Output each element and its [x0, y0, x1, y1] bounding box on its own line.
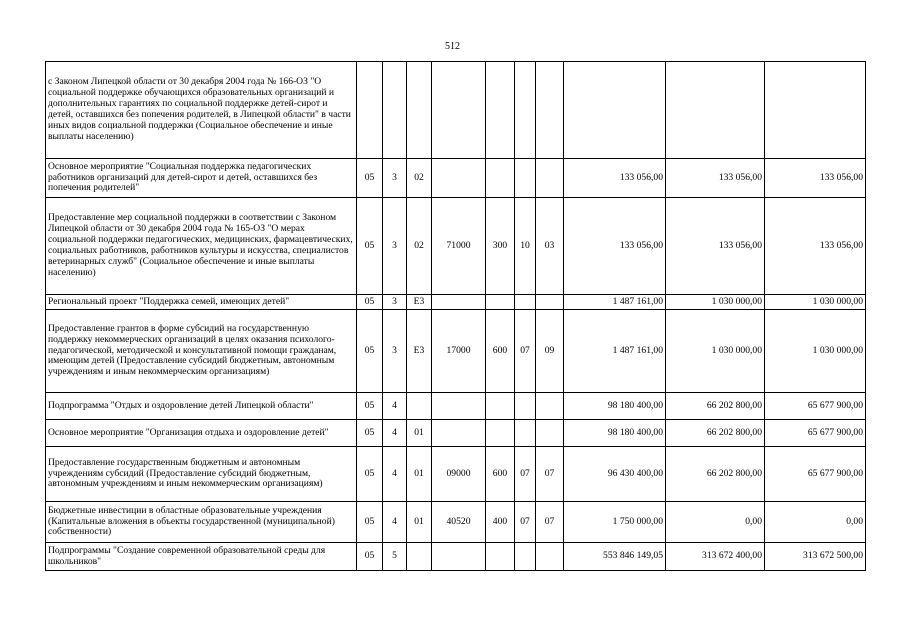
table-row — [46, 310, 866, 393]
amount-year-2: 1 030 000,00 — [666, 310, 765, 393]
code-section-main — [515, 62, 536, 159]
row-name: Основное мероприятие "Социальная поддержка педагогических работников организаций для детей-сирот и детей, оставшихся без попечения родителей" — [46, 159, 357, 198]
code-section: 05 — [357, 447, 383, 502]
table-row — [46, 447, 866, 502]
code-subprogram — [383, 62, 407, 159]
code-section-main — [515, 159, 536, 198]
code-section: 05 — [357, 543, 383, 571]
code-section-main — [515, 393, 536, 420]
table-row — [46, 62, 866, 159]
code-subprogram: 4 — [383, 393, 407, 420]
code-expense-type — [486, 62, 515, 159]
code-section-main: 07 — [515, 310, 536, 393]
code-section: 05 — [357, 198, 383, 295]
amount-year-2: 133 056,00 — [666, 198, 765, 295]
code-section-main: 10 — [515, 198, 536, 295]
row-name: Предоставление мер социальной поддержки в соответствии с Законом Липецкой области от 30 декабря 2004 года № 165-ОЗ "О мерах социальной поддержки педагогических, медицинских, фармацевтических, социальных работников, работников культуры и искусства, специалистов ветеринарных служб" (Социальное обеспечение и иные выплаты населению) — [46, 198, 357, 295]
amount-year-1: 553 846 149,05 — [564, 543, 666, 571]
amount-year-3: 1 030 000,00 — [765, 310, 866, 393]
amount-year-1: 96 430 400,00 — [564, 447, 666, 502]
code-section: 05 — [357, 310, 383, 393]
code-subsection — [536, 295, 564, 310]
code-section-main — [515, 420, 536, 447]
code-section: 05 — [357, 502, 383, 543]
amount-year-2: 66 202 800,00 — [666, 393, 765, 420]
code-direction: 71000 — [432, 198, 486, 295]
code-expense-type — [486, 295, 515, 310]
code-event: 01 — [407, 502, 432, 543]
code-subsection — [536, 420, 564, 447]
row-name: Основное мероприятие "Организация отдыха и оздоровление детей" — [46, 420, 357, 447]
row-name: Подпрограмма "Отдых и оздоровление детей Липецкой области" — [46, 393, 357, 420]
table-row — [46, 393, 866, 420]
code-event — [407, 62, 432, 159]
row-name: Предоставление грантов в форме субсидий на государственную поддержку некоммерческих организаций в целях оказания психолого-педагогической, методической и консультативной помощи гражданам, имеющим детей (Предоставление субсидий бюджетным, автономным учреждениям и иным некоммерческим организациям) — [46, 310, 357, 393]
amount-year-3: 1 030 000,00 — [765, 295, 866, 310]
row-name: Подпрограммы "Создание современной образовательной среды для школьников" — [46, 543, 357, 571]
amount-year-2: 313 672 400,00 — [666, 543, 765, 571]
code-section-main: 07 — [515, 447, 536, 502]
code-direction — [432, 62, 486, 159]
table-row — [46, 295, 866, 310]
code-direction — [432, 420, 486, 447]
code-event: 02 — [407, 159, 432, 198]
code-event — [407, 393, 432, 420]
code-section-main: 07 — [515, 502, 536, 543]
code-expense-type — [486, 543, 515, 571]
table-row — [46, 198, 866, 295]
code-subsection: 07 — [536, 502, 564, 543]
amount-year-1: 1 487 161,00 — [564, 295, 666, 310]
amount-year-1: 98 180 400,00 — [564, 393, 666, 420]
amount-year-3: 0,00 — [765, 502, 866, 543]
code-expense-type — [486, 393, 515, 420]
budget-table — [45, 61, 866, 571]
amount-year-2: 133 056,00 — [666, 159, 765, 198]
code-expense-type: 600 — [486, 310, 515, 393]
amount-year-1: 98 180 400,00 — [564, 420, 666, 447]
amount-year-3: 133 056,00 — [765, 198, 866, 295]
page-number: 512 — [445, 41, 460, 52]
row-name: Бюджетные инвестиции в областные образовательные учреждения (Капитальные вложения в объекты государственной (муниципальной) собственности) — [46, 502, 357, 543]
code-section — [357, 62, 383, 159]
code-direction — [432, 543, 486, 571]
amount-year-1: 133 056,00 — [564, 159, 666, 198]
table-row — [46, 159, 866, 198]
code-subprogram: 3 — [383, 310, 407, 393]
amount-year-3 — [765, 62, 866, 159]
row-name: Предоставление государственным бюджетным и автономным учреждениям субсидий (Предоставление субсидий бюджетным, автономным учреждениям и иным некоммерческим организациям) — [46, 447, 357, 502]
table-row — [46, 502, 866, 543]
code-subsection — [536, 393, 564, 420]
amount-year-1: 1 487 161,00 — [564, 310, 666, 393]
code-expense-type — [486, 420, 515, 447]
code-section: 05 — [357, 159, 383, 198]
amount-year-2: 66 202 800,00 — [666, 420, 765, 447]
row-name: с Законом Липецкой области от 30 декабря 2004 года № 166-ОЗ "О социальной поддержке обучающихся образовательных организаций и дополнительных гарантиях по социальной поддержке детей-сирот и детей, оставшихся без попечения родителей, в Липецкой области" в части иных видов социальной поддержки (Социальное обеспечение и иные выплаты населению) — [46, 62, 357, 159]
amount-year-2: 1 030 000,00 — [666, 295, 765, 310]
code-direction: 09000 — [432, 447, 486, 502]
code-expense-type: 400 — [486, 502, 515, 543]
code-subprogram: 3 — [383, 159, 407, 198]
code-section: 05 — [357, 295, 383, 310]
code-section-main — [515, 543, 536, 571]
code-event: 01 — [407, 420, 432, 447]
amount-year-3: 133 056,00 — [765, 159, 866, 198]
code-section-main — [515, 295, 536, 310]
amount-year-1 — [564, 62, 666, 159]
code-subsection: 09 — [536, 310, 564, 393]
code-section: 05 — [357, 420, 383, 447]
amount-year-2: 66 202 800,00 — [666, 447, 765, 502]
code-subprogram: 4 — [383, 447, 407, 502]
amount-year-3: 313 672 500,00 — [765, 543, 866, 571]
code-subprogram: 3 — [383, 198, 407, 295]
code-direction — [432, 393, 486, 420]
table-row — [46, 420, 866, 447]
code-direction: 40520 — [432, 502, 486, 543]
code-expense-type: 300 — [486, 198, 515, 295]
code-direction — [432, 295, 486, 310]
amount-year-1: 133 056,00 — [564, 198, 666, 295]
code-direction: 17000 — [432, 310, 486, 393]
code-subprogram: 5 — [383, 543, 407, 571]
code-section: 05 — [357, 393, 383, 420]
code-subprogram: 4 — [383, 420, 407, 447]
code-subprogram: 4 — [383, 502, 407, 543]
amount-year-3: 65 677 900,00 — [765, 447, 866, 502]
code-subprogram: 3 — [383, 295, 407, 310]
amount-year-2: 0,00 — [666, 502, 765, 543]
code-event — [407, 543, 432, 571]
code-expense-type — [486, 159, 515, 198]
amount-year-1: 1 750 000,00 — [564, 502, 666, 543]
code-subsection — [536, 543, 564, 571]
code-event: E3 — [407, 310, 432, 393]
code-subsection — [536, 62, 564, 159]
table-row — [46, 543, 866, 571]
amount-year-3: 65 677 900,00 — [765, 393, 866, 420]
amount-year-2 — [666, 62, 765, 159]
code-event: 01 — [407, 447, 432, 502]
code-expense-type: 600 — [486, 447, 515, 502]
amount-year-3: 65 677 900,00 — [765, 420, 866, 447]
code-event: 02 — [407, 198, 432, 295]
row-name: Региональный проект "Поддержка семей, имеющих детей" — [46, 295, 357, 310]
code-direction — [432, 159, 486, 198]
code-subsection: 03 — [536, 198, 564, 295]
code-subsection: 07 — [536, 447, 564, 502]
code-event: E3 — [407, 295, 432, 310]
code-subsection — [536, 159, 564, 198]
